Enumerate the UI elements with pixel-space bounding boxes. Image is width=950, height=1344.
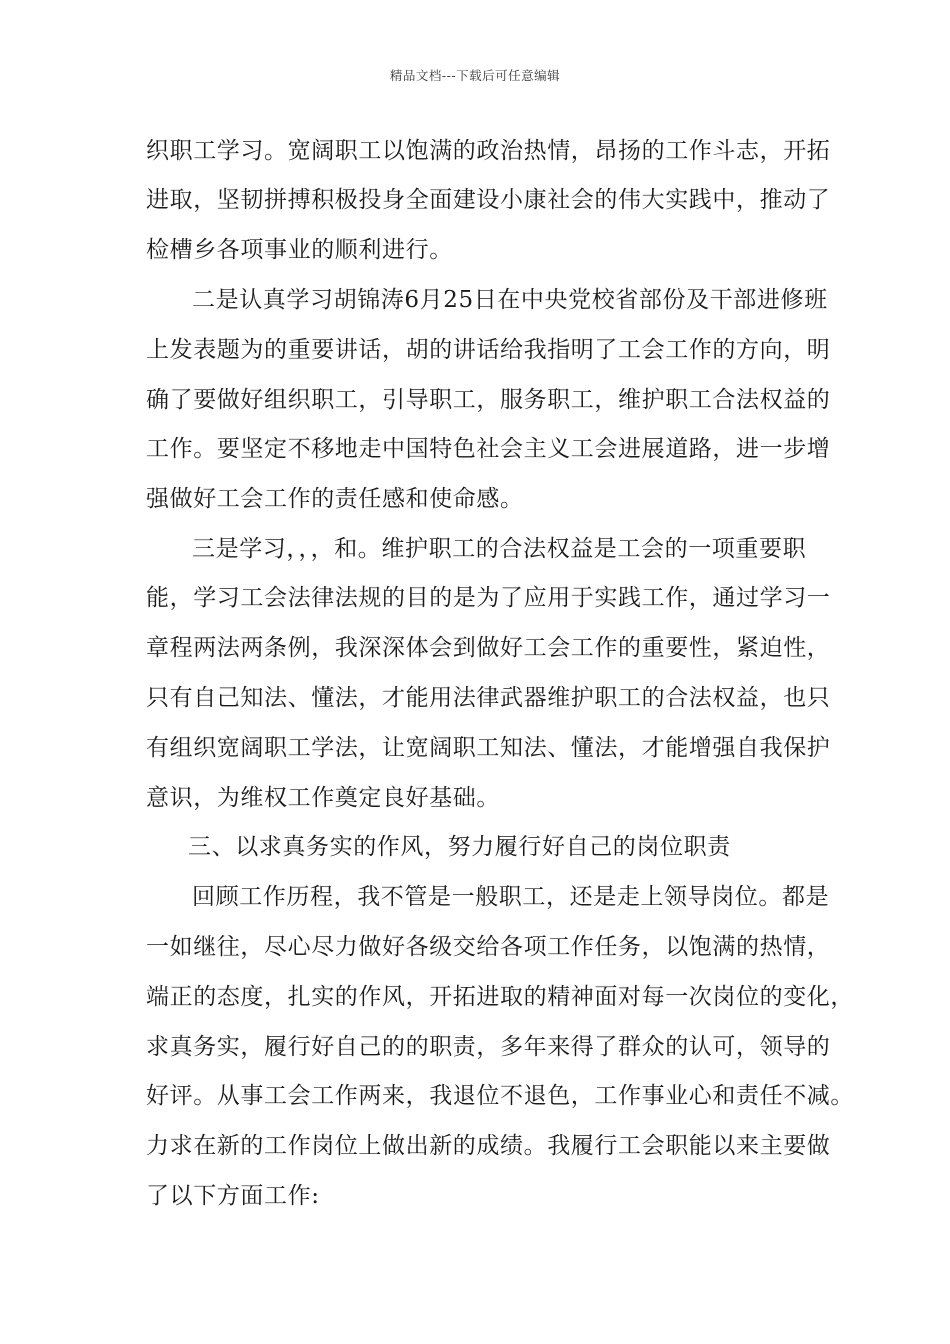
text-line: 检槽乡各项事业的顺利进行。: [146, 237, 453, 263]
page-header: 精品文档---下载后可任意编辑: [389, 68, 561, 83]
text-line: 只有自己知法、懂法，才能用法律武器维护职工的合法权益，也只: [146, 685, 831, 711]
text-line: 有组织宽阔职工学法，让宽阔职工知法、懂法，才能增强自我保护: [146, 735, 831, 761]
text-line: 回顾工作历程，我不管是一般职工，还是走上领导岗位。都是: [192, 884, 830, 910]
text-line: 意识，为维权工作奠定良好基础。: [146, 785, 500, 811]
text-line: 好评。从事工会工作两来，我退位不退色，工作事业心和责任不减。: [146, 1083, 854, 1109]
text-line: 端正的态度，扎实的作风，开拓进取的精神面对每一次岗位的变化，: [146, 984, 854, 1010]
text-line: 进取，坚韧拼搏积极投身全面建设小康社会的伟大实践中，推动了: [146, 187, 831, 213]
text-line: 强做好工会工作的责任感和使命感。: [146, 486, 524, 512]
text-line: 织职工学习。宽阔职工以饱满的政治热情，昂扬的工作斗志，开拓: [146, 138, 831, 164]
text-line: 能，学习工会法律法规的目的是为了应用于实践工作，通过学习一: [146, 585, 831, 611]
text-line: 二是认真学习胡锦涛6月25日在中央党校省部份及干部进修班: [192, 287, 828, 313]
text-line: 工作。要坚定不移地走中国特色社会主义工会进展道路，进一步增: [146, 436, 831, 462]
text-line: 三是学习，，，和。维护职工的合法权益是工会的一项重要职: [192, 536, 807, 562]
text-line: 确了要做好组织职工，引导职工，服务职工，维护职工合法权益的: [146, 387, 831, 413]
text-line: 了以下方面工作:: [146, 1183, 320, 1209]
text-line: 求真务实，履行好自己的的职责，多年来得了群众的认可，领导的: [146, 1034, 831, 1060]
text-line: 力求在新的工作岗位上做出新的成绩。我履行工会职能以来主要做: [146, 1133, 831, 1159]
text-line: 章程两法两条例，我深深体会到做好工会工作的重要性，紧迫性，: [146, 635, 831, 661]
section-heading: 三、以求真务实的作风，努力履行好自己的岗位职责: [188, 834, 731, 860]
text-line: 上发表题为的重要讲话，胡的讲话给我指明了工会工作的方向，明: [146, 337, 831, 363]
text-line: 一如继往，尽心尽力做好各级交给各项工作任务，以饱满的热情，: [146, 934, 831, 960]
